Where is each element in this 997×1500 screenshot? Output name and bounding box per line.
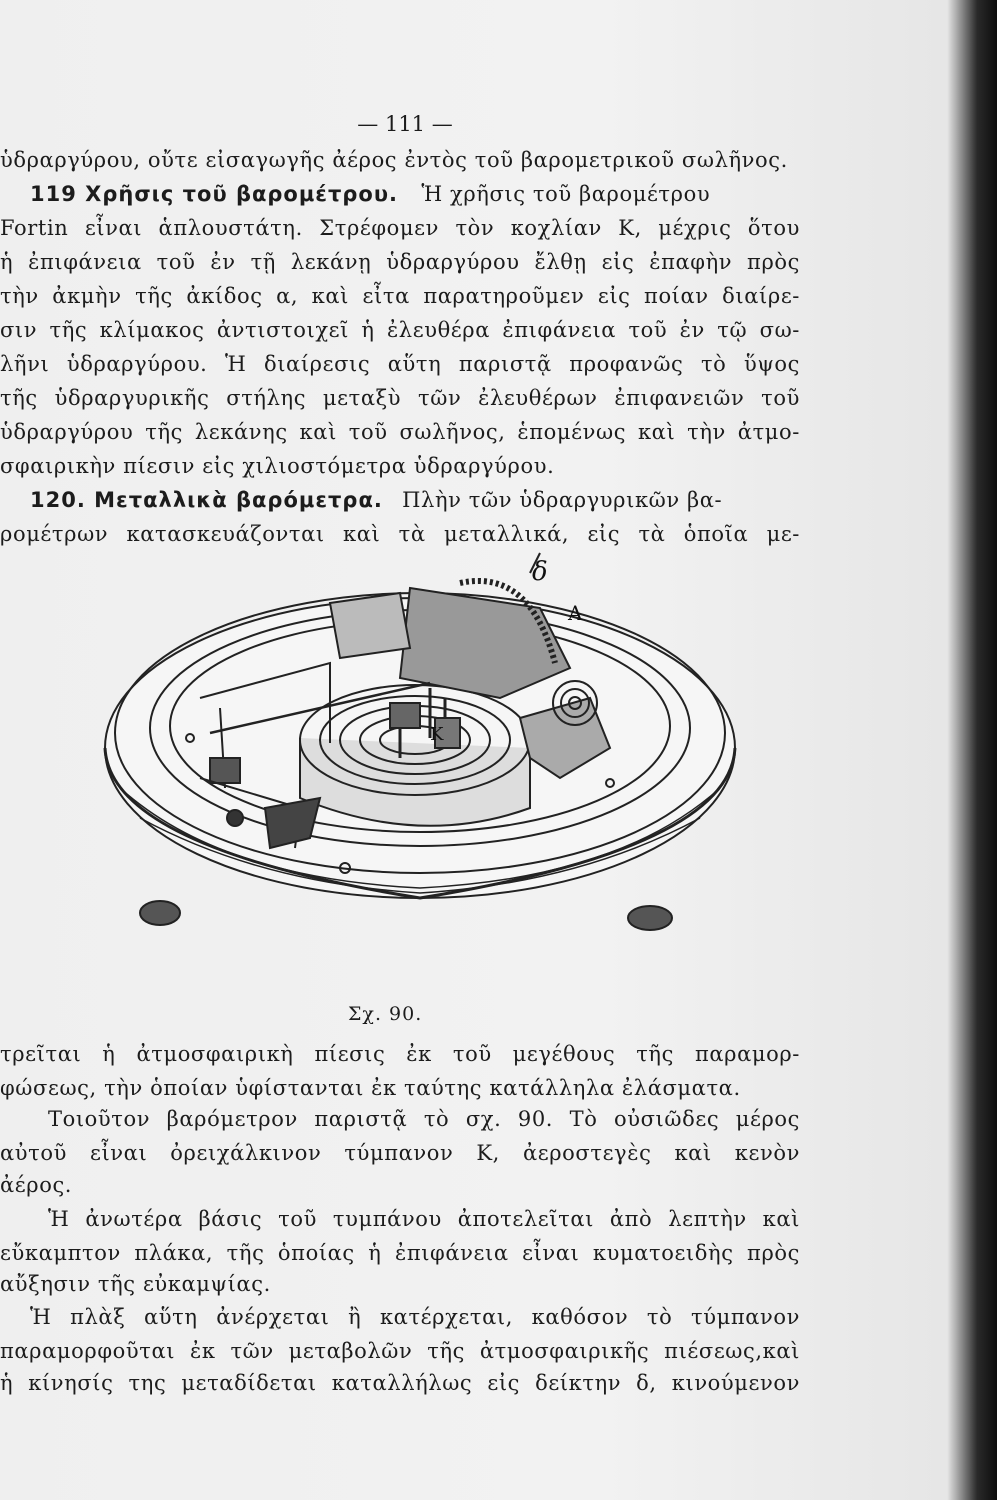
text-line: Τοιοῦτον βαρόμετρον παριστᾷ τὸ σχ. 90. Τὸ οὐσιῶδες μέρος — [48, 1107, 800, 1131]
text-line: ὑδραργύρου τῆς λεκάνης καὶ τοῦ σωλῆνος, ἑπομένως καὶ τὴν ἀτμο- — [0, 420, 800, 444]
figure-label-delta: δ — [532, 557, 548, 587]
text-line: αὔξησιν τῆς εὐκαμψίας. — [0, 1272, 271, 1296]
text-line: ρομέτρων κατασκευάζονται καὶ τὰ μεταλλικά, εἰς τὰ ὁποῖα με- — [0, 522, 800, 546]
barometer-figure — [100, 548, 740, 948]
section-119 — [30, 182, 800, 206]
text-line: Ἡ πλὰξ αὕτη ἀνέρχεται ἢ κατέρχεται, καθόσον τὸ τύμπανον — [30, 1305, 800, 1329]
section-119-heading: 119 Χρῆσις τοῦ βαρομέτρου. — [30, 182, 399, 206]
text-line: αὐτοῦ εἶναι ὀρειχάλκινον τύμπανον Κ, ἀεροστεγὲς καὶ κενὸν — [0, 1141, 800, 1165]
section-120-heading: 120. Μεταλλικὰ βαρόμετρα. — [30, 488, 383, 512]
text-line: ὑδραργύρου, οὔτε εἰσαγωγῆς ἀέρος ἐντὸς τοῦ βαρομετρικοῦ σωλῆνος. — [0, 148, 788, 172]
text-line: Ἡ ἀνωτέρα βάσις τοῦ τυμπάνου ἀποτελεῖται ἀπὸ λεπτὴν καὶ — [48, 1207, 800, 1231]
text-line: τῆς ὑδραργυρικῆς στήλης μεταξὺ τῶν ἐλευθέρων ἐπιφανειῶν τοῦ — [0, 386, 800, 410]
text-line: εὔκαμπτον πλάκα, τῆς ὁποίας ἡ ἐπιφάνεια εἶναι κυματοειδὴς πρὸς — [0, 1241, 800, 1265]
text-line: σφαιρικὴν πίεσιν εἰς χιλιοστόμετρα ὑδραργύρου. — [0, 454, 555, 478]
text-line: λῆνι ὑδραργύρου. Ἡ διαίρεσις αὕτη παριστᾷ προφανῶς τὸ ὕψος — [0, 352, 800, 376]
text-line: τὴν ἀκμὴν τῆς ἀκίδος α, καὶ εἶτα παρατηροῦμεν εἰς ποίαν διαίρε- — [0, 284, 800, 308]
text-line: ἀέρος. — [0, 1173, 73, 1197]
text-line: ἡ κίνησίς της μεταδίδεται καταλλήλως εἰς δείκτην δ, κινούμενον — [0, 1371, 800, 1395]
text-line: ἡ ἐπιφάνεια τοῦ ἐν τῇ λεκάνῃ ὑδραργύρου ἔλθῃ εἰς ἐπαφὴν πρὸς — [0, 250, 800, 274]
text-line: σιν τῆς κλίμακος ἀντιστοιχεῖ ἡ ἐλευθέρα ἐπιφάνεια τοῦ ἐν τῷ σω- — [0, 318, 800, 342]
section-120 — [30, 488, 800, 512]
page-number: — 111 — — [357, 112, 453, 136]
section-119-text: Ἡ χρῆσις τοῦ βαρομέτρου — [421, 182, 711, 206]
section-120-text: Πλὴν τῶν ὑδραργυρικῶν βα- — [402, 488, 723, 512]
text-line: φώσεως, τὴν ὁποίαν ὑφίστανται ἐκ ταύτης κατάλληλα ἐλάσματα. — [0, 1076, 741, 1100]
text-line: παραμορφοῦται ἐκ τῶν μεταβολῶν τῆς ἀτμοσφαιρικῆς πιέσεως,καὶ — [0, 1339, 800, 1363]
text-line: τρεῖται ἡ ἀτμοσφαιρικὴ πίεσις ἐκ τοῦ μεγέθους τῆς παραμορ- — [0, 1042, 800, 1066]
text-line: Fortin εἶναι ἁπλουστάτη. Στρέφομεν τὸν κοχλίαν Κ, μέχρις ὅτου — [0, 216, 800, 240]
figure-caption: Σχ. 90. — [348, 1003, 423, 1025]
figure-label-k: Κ — [430, 724, 444, 745]
figure-label-a: Α — [568, 601, 583, 625]
